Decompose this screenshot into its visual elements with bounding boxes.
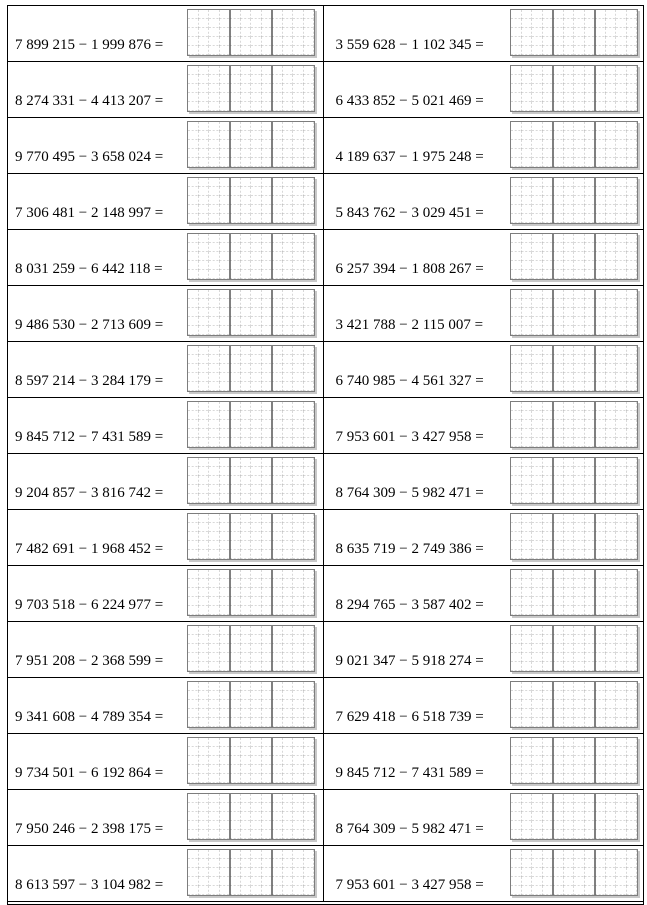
answer-grid-paper [188, 514, 314, 559]
answer-grid-paper [188, 290, 314, 335]
answer-grid[interactable] [187, 681, 315, 728]
problem-cell [8, 734, 324, 790]
worksheet-row [8, 510, 643, 566]
answer-grid-paper [511, 178, 637, 223]
answer-grid-paper [188, 794, 314, 839]
answer-grid[interactable] [510, 793, 638, 840]
answer-grid[interactable] [510, 9, 638, 56]
problem-cell [324, 454, 644, 510]
problem-expression: 8 764 309 − 5 982 471 = [335, 485, 484, 501]
problem-expression: 9 703 518 − 6 224 977 = [15, 597, 164, 613]
problem-expression: 9 486 530 − 2 713 609 = [15, 317, 164, 333]
problem-cell [8, 174, 324, 230]
worksheet-row [8, 790, 643, 846]
problem-expression: 9 770 495 − 3 658 024 = [15, 149, 164, 165]
answer-grid[interactable] [187, 793, 315, 840]
problem-cell [8, 566, 324, 622]
answer-grid-paper [188, 850, 314, 895]
answer-grid-paper [188, 402, 314, 447]
answer-grid[interactable] [510, 849, 638, 896]
answer-grid[interactable] [510, 177, 638, 224]
answer-grid[interactable] [187, 233, 315, 280]
answer-grid-paper [511, 10, 637, 55]
worksheet-row [8, 118, 643, 174]
worksheet-row [8, 566, 643, 622]
answer-grid[interactable] [510, 569, 638, 616]
problem-expression: 9 845 712 − 7 431 589 = [335, 765, 484, 781]
worksheet-row [8, 398, 643, 454]
answer-grid-paper [511, 66, 637, 111]
answer-grid[interactable] [510, 625, 638, 672]
answer-grid-paper [511, 402, 637, 447]
answer-grid-paper [511, 682, 637, 727]
answer-grid[interactable] [187, 849, 315, 896]
problem-cell [8, 846, 324, 902]
answer-grid[interactable] [187, 289, 315, 336]
problem-expression: 7 950 246 − 2 398 175 = [15, 821, 164, 837]
worksheet-row [8, 454, 643, 510]
worksheet-row [8, 678, 643, 734]
worksheet-row [8, 622, 643, 678]
problem-cell [324, 622, 644, 678]
problem-cell [324, 734, 644, 790]
problem-cell [324, 566, 644, 622]
problem-cell [324, 678, 644, 734]
problem-cell [324, 510, 644, 566]
problem-cell [8, 342, 324, 398]
answer-grid-paper [188, 346, 314, 391]
problem-cell [8, 286, 324, 342]
answer-grid[interactable] [510, 65, 638, 112]
answer-grid[interactable] [510, 233, 638, 280]
answer-grid[interactable] [510, 737, 638, 784]
problem-cell [8, 510, 324, 566]
problem-cell [324, 286, 644, 342]
answer-grid[interactable] [510, 121, 638, 168]
answer-grid-paper [188, 682, 314, 727]
answer-grid-paper [511, 346, 637, 391]
answer-grid-paper [188, 234, 314, 279]
problem-expression: 8 597 214 − 3 284 179 = [15, 373, 164, 389]
problem-expression: 7 629 418 − 6 518 739 = [335, 709, 484, 725]
answer-grid-paper [511, 794, 637, 839]
problem-expression: 8 031 259 − 6 442 118 = [15, 261, 163, 277]
problem-expression: 8 294 765 − 3 587 402 = [335, 597, 484, 613]
problem-cell [8, 230, 324, 286]
answer-grid[interactable] [187, 9, 315, 56]
problem-expression: 4 189 637 − 1 975 248 = [335, 149, 484, 165]
problem-expression: 9 845 712 − 7 431 589 = [15, 429, 164, 445]
problem-expression: 7 953 601 − 3 427 958 = [335, 877, 484, 893]
answer-grid-paper [511, 122, 637, 167]
worksheet-row [8, 230, 643, 286]
problem-expression: 8 635 719 − 2 749 386 = [335, 541, 484, 557]
problem-expression: 7 951 208 − 2 368 599 = [15, 653, 164, 669]
worksheet-row [8, 62, 643, 118]
answer-grid-paper [188, 626, 314, 671]
problem-cell [8, 678, 324, 734]
problem-expression: 5 843 762 − 3 029 451 = [335, 205, 484, 221]
problem-cell [324, 174, 644, 230]
problem-cell [324, 342, 644, 398]
worksheet-row [8, 174, 643, 230]
problem-expression: 6 433 852 − 5 021 469 = [335, 93, 484, 109]
problem-cell [8, 62, 324, 118]
problem-cell [8, 790, 324, 846]
answer-grid[interactable] [510, 513, 638, 560]
problem-expression: 7 899 215 − 1 999 876 = [15, 37, 164, 53]
answer-grid[interactable] [187, 65, 315, 112]
problem-expression: 3 421 788 − 2 115 007 = [335, 317, 484, 333]
problem-cell [324, 62, 644, 118]
problem-expression: 3 559 628 − 1 102 345 = [335, 37, 484, 53]
worksheet-row [8, 6, 643, 62]
problem-expression: 8 274 331 − 4 413 207 = [15, 93, 164, 109]
problem-expression: 8 764 309 − 5 982 471 = [335, 821, 484, 837]
answer-grid[interactable] [510, 345, 638, 392]
problem-cell [8, 6, 324, 62]
answer-grid-paper [511, 290, 637, 335]
answer-grid[interactable] [510, 681, 638, 728]
answer-grid-paper [511, 626, 637, 671]
problem-expression: 9 021 347 − 5 918 274 = [335, 653, 484, 669]
answer-grid-paper [188, 458, 314, 503]
answer-grid-paper [511, 514, 637, 559]
problem-expression: 7 306 481 − 2 148 997 = [15, 205, 164, 221]
answer-grid[interactable] [510, 289, 638, 336]
answer-grid[interactable] [187, 569, 315, 616]
problem-cell [8, 454, 324, 510]
answer-grid[interactable] [510, 401, 638, 448]
answer-grid[interactable] [510, 457, 638, 504]
problem-cell [324, 230, 644, 286]
problem-expression: 7 482 691 − 1 968 452 = [15, 541, 164, 557]
answer-grid[interactable] [187, 345, 315, 392]
problem-cell [324, 398, 644, 454]
answer-grid-paper [188, 10, 314, 55]
problem-expression: 6 257 394 − 1 808 267 = [335, 261, 484, 277]
answer-grid[interactable] [187, 177, 315, 224]
problem-expression: 8 613 597 − 3 104 982 = [15, 877, 164, 893]
answer-grid-paper [188, 66, 314, 111]
problem-cell [324, 846, 644, 902]
answer-grid-paper [511, 234, 637, 279]
answer-grid-paper [188, 738, 314, 783]
answer-grid-paper [188, 570, 314, 615]
problem-expression: 9 734 501 − 6 192 864 = [15, 765, 164, 781]
answer-grid[interactable] [187, 121, 315, 168]
problem-cell [8, 622, 324, 678]
problem-cell [324, 118, 644, 174]
answer-grid-paper [511, 738, 637, 783]
problem-expression: 9 341 608 − 4 789 354 = [15, 709, 164, 725]
worksheet-row [8, 734, 643, 790]
answer-grid[interactable] [187, 513, 315, 560]
problem-expression: 7 953 601 − 3 427 958 = [335, 429, 484, 445]
problem-cell [8, 118, 324, 174]
worksheet-row [8, 342, 643, 398]
problem-expression: 9 204 857 − 3 816 742 = [15, 485, 164, 501]
answer-grid-paper [188, 122, 314, 167]
worksheet-row [8, 846, 643, 902]
answer-grid[interactable] [187, 625, 315, 672]
problem-expression: 6 740 985 − 4 561 327 = [335, 373, 484, 389]
answer-grid[interactable] [187, 401, 315, 448]
worksheet [7, 5, 644, 905]
problem-cell [324, 790, 644, 846]
answer-grid-paper [511, 458, 637, 503]
answer-grid-paper [511, 850, 637, 895]
answer-grid[interactable] [187, 457, 315, 504]
problem-cell [324, 6, 644, 62]
answer-grid-paper [511, 570, 637, 615]
answer-grid[interactable] [187, 737, 315, 784]
worksheet-row [8, 286, 643, 342]
problem-cell [8, 398, 324, 454]
answer-grid-paper [188, 178, 314, 223]
